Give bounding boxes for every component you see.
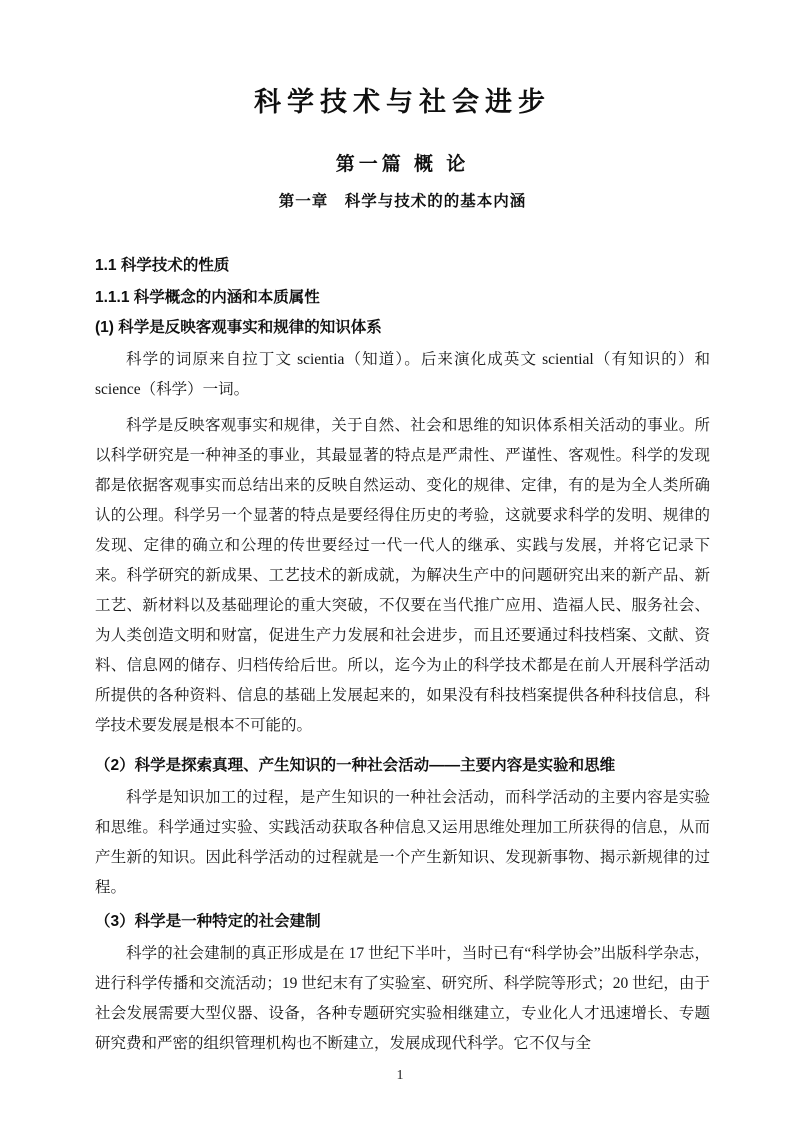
point-3-heading: （3）科学是一种特定的社会建制: [95, 913, 321, 930]
subsection-heading-1-1-1: 1.1.1 科学概念的内涵和本质属性: [95, 289, 320, 306]
page-number: 1: [396, 1068, 404, 1083]
point-1-paragraph-2: 科学是反映客观事实和规律，关于自然、社会和思维的知识体系相关活动的事业。所以科学研究是一种神圣的事业，其最显著的特点是严肃性、严谨性、客观性。科学的发现都是依据客观事实而总结出来的反映自然运动、变化的规律、定律，有的是为全人类所确认的公理。科学另一个显著的特点是要经得住历史的考验，这就要求科学的发明、规律的发现、定律的确立和公理的传世要经过一代一代人的继承、实践与发展，并将它记录下来。科学研究的新成果、工艺技术的新成就，为解决生产中的问题研究出来的新产品、新工艺、新材料以及基础理论的重大突破，不仅要在当代推广应用、造福人民、服务社会、为人类创造文明和财富，促进生产力发展和社会进步，而且还要通过科技档案、文献、资料、信息网的储存、归档传给后世。所以，迄今为止的科学技术都是在前人开展科学活动所提供的各种资料、信息的基础上发展起来的，如果没有科技档案提供各种科技信息，科学技术要发展是根本不可能的。: [95, 417, 710, 734]
point-1-paragraph-1: 科学的词原来自拉丁文 scientia（知道）。后来演化成英文 sciential（有知识的）和 science（科学）一词。: [95, 351, 710, 398]
point-3-paragraph: 科学的社会建制的真正形成是在 17 世纪下半叶，当时已有“科学协会”出版科学杂志，进行科学传播和交流活动；19 世纪末有了实验室、研究所、科学院等形式；20 世纪，由于社会发展需要大型仪器、设备，各种专题研究实验相继建立，专业化人才迅速增长、专题研究费和严密的组织管理机构也不断建立，发展成现代科学。它不仅与全: [95, 945, 710, 1052]
point-1-heading: (1) 科学是反映客观事实和规律的知识体系: [95, 319, 382, 336]
point-2-heading: （2）科学是探索真理、产生知识的一种社会活动——主要内容是实验和思维: [95, 757, 616, 774]
part-heading: 第一篇 概 论: [335, 154, 470, 175]
chapter-heading: 第一章 科学与技术的的基本内涵: [278, 193, 527, 210]
point-2-paragraph: 科学是知识加工的过程，是产生知识的一种社会活动，而科学活动的主要内容是实验和思维。科学通过实验、实践活动获取各种信息又运用思维处理加工所获得的信息，从而产生新的知识。因此科学活动的过程就是一个产生新知识、发现新事物、揭示新规律的过程。: [95, 789, 710, 896]
section-heading-1-1: 1.1 科学技术的性质: [95, 257, 230, 274]
document-title: 科学技术与社会进步: [254, 87, 551, 117]
